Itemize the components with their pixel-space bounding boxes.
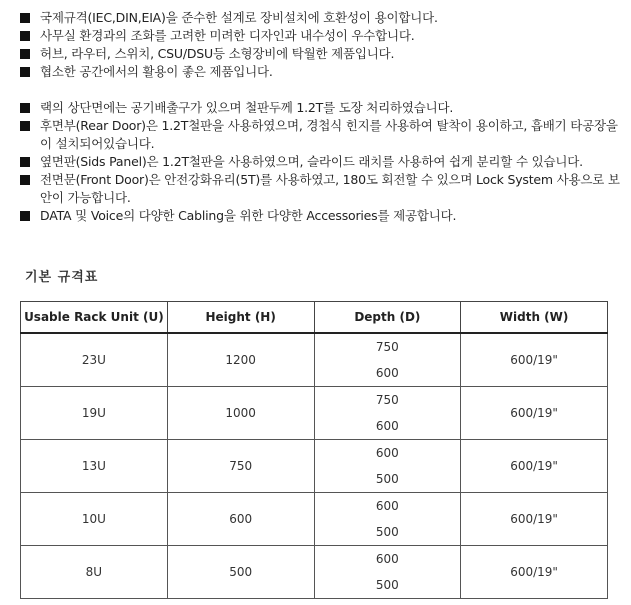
bullet-item xyxy=(20,153,620,171)
cell-unit: 19U xyxy=(21,387,168,440)
header-unit: Usable Rack Unit (U) xyxy=(21,302,168,334)
spec-table-title: 기본 규격표 xyxy=(25,270,99,285)
depth-value: 500 xyxy=(375,472,399,486)
cell-width: 600/19" xyxy=(461,493,608,546)
cell-depth xyxy=(314,493,461,546)
table-row xyxy=(21,546,608,599)
table-row xyxy=(21,493,608,546)
depth-value: 500 xyxy=(375,578,399,592)
square-bullet-icon xyxy=(20,49,30,59)
bullet-item xyxy=(20,207,620,225)
depth-value: 600 xyxy=(375,419,399,433)
bullet-item xyxy=(20,117,620,153)
bullet-text: 옆면판(Sids Panel)은 1.2T철판을 사용하였으며, 슬라이드 래치를 사용하여 쉽게 분리할 수 있습니다. xyxy=(40,154,583,169)
square-bullet-icon xyxy=(20,157,30,167)
cell-height: 1200 xyxy=(167,333,314,387)
square-bullet-icon xyxy=(20,67,30,77)
cell-height: 500 xyxy=(167,546,314,599)
depth-value: 750 xyxy=(375,340,399,354)
depth-value: 600 xyxy=(375,552,399,566)
bullet-text: 전면문(Front Door)은 안전강화유리(5T)를 사용하였고, 180도 회전할 수 있으며 Lock System 사용으로 보안이 가능합니다. xyxy=(40,172,620,205)
cell-depth xyxy=(314,387,461,440)
cell-width: 600/19" xyxy=(461,546,608,599)
bullet-item xyxy=(20,63,620,81)
bullet-text: DATA 및 Voice의 다양한 Cabling을 위한 다양한 Accessories를 제공합니다. xyxy=(40,208,457,223)
header-height: Height (H) xyxy=(167,302,314,334)
depth-value: 750 xyxy=(375,393,399,407)
square-bullet-icon xyxy=(20,103,30,113)
bullet-text: 후면부(Rear Door)은 1.2T철판을 사용하였으며, 경첩식 힌지를 사용하여 탈착이 용이하고, 흡배기 타공장을이 설치되어있습니다. xyxy=(40,118,618,151)
bullet-text: 허브, 라우터, 스위치, CSU/DSU등 소형장비에 탁월한 제품입니다. xyxy=(40,46,395,61)
cell-height: 750 xyxy=(167,440,314,493)
bullet-item xyxy=(20,9,620,27)
bullet-text: 협소한 공간에서의 활용이 좋은 제품입니다. xyxy=(40,64,273,79)
cell-depth xyxy=(314,546,461,599)
depth-value: 500 xyxy=(375,525,399,539)
depth-value: 600 xyxy=(375,499,399,513)
depth-value: 600 xyxy=(375,446,399,460)
cell-unit: 10U xyxy=(21,493,168,546)
bullet-item xyxy=(20,27,620,45)
table-row xyxy=(21,333,608,387)
bullet-text: 국제규격(IEC,DIN,EIA)을 준수한 설계로 장비설치에 호환성이 용이합니다. xyxy=(40,10,438,25)
header-depth: Depth (D) xyxy=(314,302,461,334)
cell-width: 600/19" xyxy=(461,333,608,387)
bullet-item xyxy=(20,171,620,207)
cell-unit: 8U xyxy=(21,546,168,599)
square-bullet-icon xyxy=(20,31,30,41)
table-row xyxy=(21,387,608,440)
square-bullet-icon xyxy=(20,211,30,221)
bullet-item xyxy=(20,99,620,117)
spec-table xyxy=(20,301,608,599)
cell-depth xyxy=(314,333,461,387)
cell-depth xyxy=(314,440,461,493)
bullet-text: 랙의 상단면에는 공기배출구가 있으며 철판두께 1.2T를 도장 처리하였습니다. xyxy=(40,100,454,115)
cell-height: 600 xyxy=(167,493,314,546)
table-header-row xyxy=(21,302,608,334)
spacer xyxy=(20,81,620,99)
bullet-text: 사무실 환경과의 조화를 고려한 미려한 디자인과 내수성이 우수합니다. xyxy=(40,28,415,43)
cell-width: 600/19" xyxy=(461,440,608,493)
feature-list xyxy=(20,9,620,225)
square-bullet-icon xyxy=(20,175,30,185)
bullet-item xyxy=(20,45,620,63)
cell-height: 1000 xyxy=(167,387,314,440)
cell-unit: 23U xyxy=(21,333,168,387)
square-bullet-icon xyxy=(20,121,30,131)
table-row xyxy=(21,440,608,493)
header-width: Width (W) xyxy=(461,302,608,334)
square-bullet-icon xyxy=(20,13,30,23)
cell-unit: 13U xyxy=(21,440,168,493)
depth-value: 600 xyxy=(375,366,399,380)
cell-width: 600/19" xyxy=(461,387,608,440)
